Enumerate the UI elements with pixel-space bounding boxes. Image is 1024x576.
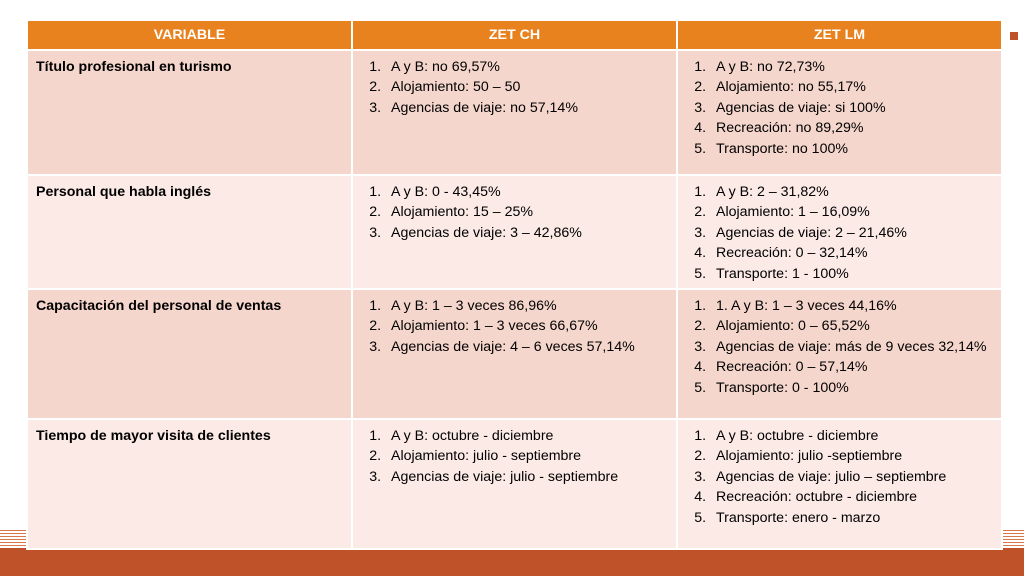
list-item: 3. Agencias de viaje: 4 – 6 veces 57,14% (385, 337, 668, 357)
list-item: 2. Alojamiento: 50 – 50 (385, 77, 668, 97)
list-item: 5. Transporte: enero - marzo (710, 508, 993, 528)
zet-lm-cell (677, 175, 1002, 289)
list-item: 4. Recreación: octubre - diciembre (710, 487, 993, 507)
variable-cell: Título profesional en turismo (27, 50, 352, 175)
list-item: 2. Alojamiento: julio -septiembre (710, 446, 993, 466)
zet-lm-list (686, 426, 993, 528)
zet-lm-cell (677, 50, 1002, 175)
header-zet-ch: ZET CH (352, 20, 677, 50)
table-row (27, 50, 1002, 175)
zet-ch-list (361, 426, 668, 487)
zet-lm-cell (677, 289, 1002, 419)
zet-lm-list (686, 57, 993, 159)
list-item: 3. Agencias de viaje: más de 9 veces 32,14% (710, 337, 993, 357)
zet-ch-list (361, 57, 668, 118)
footer-bar (0, 548, 1024, 576)
list-item: 1. A y B: 0 - 43,45% (385, 182, 668, 202)
list-item: 5. Transporte: 1 - 100% (710, 264, 993, 284)
list-item: 5. Transporte: no 100% (710, 139, 993, 159)
table-row (27, 175, 1002, 289)
list-item: 1. 1. A y B: 1 – 3 veces 44,16% (710, 296, 993, 316)
variable-cell: Capacitación del personal de ventas (27, 289, 352, 419)
variable-cell: Tiempo de mayor visita de clientes (27, 419, 352, 549)
table-row (27, 419, 1002, 549)
list-item: 1. A y B: no 72,73% (710, 57, 993, 77)
list-item: 3. Agencias de viaje: julio – septiembre (710, 467, 993, 487)
list-item: 1. A y B: 1 – 3 veces 86,96% (385, 296, 668, 316)
list-item: 3. Agencias de viaje: 3 – 42,86% (385, 223, 668, 243)
zet-lm-list (686, 296, 993, 398)
list-item: 3. Agencias de viaje: no 57,14% (385, 98, 668, 118)
zet-ch-cell (352, 50, 677, 175)
list-item: 5. Transporte: 0 - 100% (710, 378, 993, 398)
list-item: 2. Alojamiento: 15 – 25% (385, 202, 668, 222)
header-zet-lm: ZET LM (677, 20, 1002, 50)
list-item: 1. A y B: octubre - diciembre (710, 426, 993, 446)
zet-ch-cell (352, 175, 677, 289)
list-item: 3. Agencias de viaje: 2 – 21,46% (710, 223, 993, 243)
list-item: 1. A y B: 2 – 31,82% (710, 182, 993, 202)
table-row (27, 289, 1002, 419)
list-item: 3. Agencias de viaje: julio - septiembre (385, 467, 668, 487)
list-item: 2. Alojamiento: 1 – 16,09% (710, 202, 993, 222)
list-item: 2. Alojamiento: julio - septiembre (385, 446, 668, 466)
list-item: 4. Recreación: 0 – 32,14% (710, 243, 993, 263)
zet-lm-cell (677, 419, 1002, 549)
list-item: 1. A y B: octubre - diciembre (385, 426, 668, 446)
list-item: 4. Recreación: no 89,29% (710, 118, 993, 138)
zet-ch-list (361, 296, 668, 357)
table-header-row (27, 20, 1002, 50)
list-item: 3. Agencias de viaje: si 100% (710, 98, 993, 118)
zet-ch-list (361, 182, 668, 243)
list-item: 1. A y B: no 69,57% (385, 57, 668, 77)
list-item: 4. Recreación: 0 – 57,14% (710, 357, 993, 377)
zet-ch-cell (352, 289, 677, 419)
zet-lm-list (686, 182, 993, 284)
list-item: 2. Alojamiento: 1 – 3 veces 66,67% (385, 316, 668, 336)
zet-ch-cell (352, 419, 677, 549)
decorative-square (1010, 32, 1018, 40)
list-item: 2. Alojamiento: no 55,17% (710, 77, 993, 97)
list-item: 2. Alojamiento: 0 – 65,52% (710, 316, 993, 336)
header-variable: VARIABLE (27, 20, 352, 50)
variable-cell: Personal que habla inglés (27, 175, 352, 289)
data-table (26, 19, 1003, 550)
